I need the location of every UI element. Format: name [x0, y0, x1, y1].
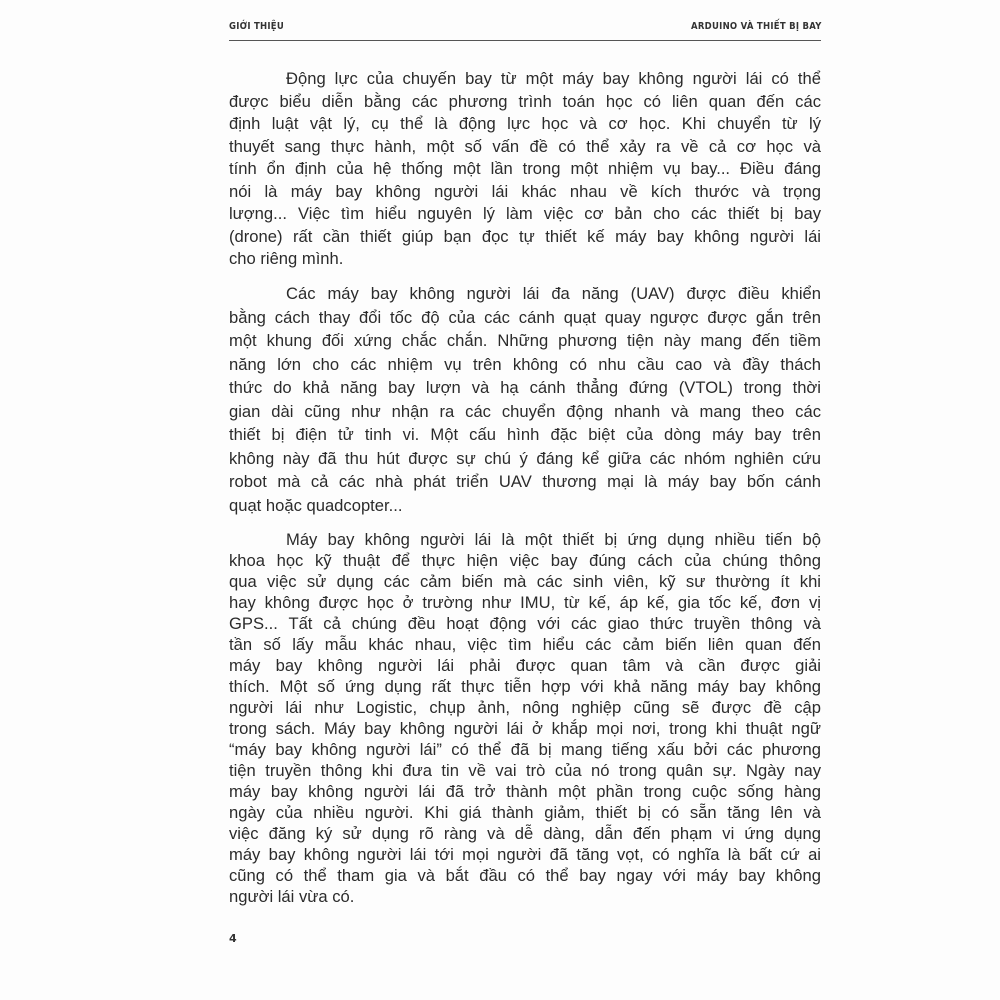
text-line: thức do khả năng bay lượn và hạ cánh thẳng đứng (VTOL) trong thời [229, 378, 821, 397]
text-line: người lái như Logistic, chụp ảnh, nông nghiệp cũng sẽ được đề cập [229, 698, 821, 717]
text-line: thích. Một số ứng dụng rất thực tiễn hợp với khả năng máy bay không [229, 677, 821, 696]
header-divider [229, 40, 821, 41]
text-line: tính ổn định của hệ thống một lần trong một nhiệm vụ bay... Điều đáng [229, 159, 821, 178]
text-line: cũng có thể tham gia và bắt đầu có thể bay ngay với máy bay không [229, 866, 821, 885]
paragraph-3 [229, 529, 821, 907]
text-line: bằng cách thay đổi tốc độ của các cánh quạt quay ngược được gắn trên [229, 307, 821, 327]
text-line: định luật vật lý, cụ thể là động lực học và cơ học. Khi chuyển từ lý [229, 114, 821, 133]
text-line: gian dài cũng như nhận ra các chuyển động nhanh và mang theo các [229, 401, 821, 421]
text-line: nói là máy bay không người lái khác nhau về kích thước và trọng [229, 181, 821, 201]
running-header-book-title: ARDUINO VÀ THIẾT BỊ BAY [691, 21, 822, 32]
text-line: máy bay không người lái đã trở thành một phần trong cuộc sống hàng [229, 782, 821, 801]
text-line: qua việc sử dụng các cảm biến mà các sinh viên, kỹ sư thường ít khi [229, 572, 821, 591]
text-line: “máy bay không người lái” có thể đã bị mang tiếng xấu bởi các phương [229, 740, 821, 759]
text-line: ngày của nhiều người. Khi giá thành giảm, thiết bị có sẵn tăng lên và [229, 803, 821, 822]
paragraph-1 [229, 68, 821, 271]
text-line: GPS... Tất cả chúng đều hoạt động với các giao thức truyền thông và [229, 614, 821, 633]
text-line: Máy bay không người lái là một thiết bị ứng dụng nhiều tiến bộ [286, 530, 821, 549]
text-line: không này đã thu hút được sự chú ý đáng kể giữa các nhóm nghiên cứu [229, 448, 821, 468]
text-line: hay không được học ở trường như IMU, từ kế, áp kế, gia tốc kế, đơn vị [229, 593, 821, 612]
text-line: người lái vừa có. [229, 887, 355, 906]
text-line: việc đăng ký sử dụng rõ ràng và dễ dàng, dẫn đến phạm vi ứng dụng [229, 824, 821, 843]
text-line: được biểu diễn bằng các phương trình toán học có liên quan đến các [229, 91, 821, 111]
text-line: quạt hoặc quadcopter... [229, 495, 403, 515]
running-header-chapter: GIỚI THIỆU [229, 21, 285, 32]
text-line: máy bay không người lái tới mọi người đã tăng vọt, có nghĩa là bất cứ ai [229, 845, 821, 864]
text-line: khoa học kỹ thuật để thực hiện việc bay đúng cách của chúng thông [229, 551, 821, 570]
text-line: lượng... Việc tìm hiểu nguyên lý làm việc cơ bản cho các thiết bị bay [229, 204, 821, 223]
text-line: tần số lấy mẫu khác nhau, việc tìm hiểu các cảm biến liên quan đến [229, 635, 821, 654]
text-line: robot mà cả các nhà phát triển UAV thương mại là máy bay bốn cánh [229, 472, 821, 491]
text-line: Các máy bay không người lái đa năng (UAV) được điều khiển [286, 284, 821, 303]
text-line: (drone) rất cần thiết giúp bạn đọc tự thiết kế máy bay không người lái [229, 226, 821, 246]
text-line: tiện truyền thông khi đưa tin về vai trò của nó trong quân sự. Ngày nay [229, 761, 821, 780]
text-line: Động lực của chuyến bay từ một máy bay không người lái có thể [286, 69, 821, 88]
text-line: thuyết sang thực hành, một số vấn đề có thể xảy ra về cả cơ học và [229, 136, 821, 156]
text-line: thiết bị điện tử tinh vi. Một cấu hình đặc biệt của dòng máy bay trên [229, 425, 821, 444]
text-line: máy bay không người lái phải được quan tâm và cần được giải [229, 656, 821, 675]
text-line: trong sách. Máy bay không người lái ở khắp mọi nơi, trong khi thuật ngữ [229, 719, 821, 738]
text-line: năng lớn cho các nhiệm vụ trên không có nhu cầu cao và đầy thách [229, 354, 821, 374]
paragraph-2 [229, 282, 821, 517]
page-number: 4 [229, 932, 237, 945]
text-line: một khung đối xứng chắc chắn. Những phương tiện này mang đến tiềm [229, 331, 821, 350]
text-line: cho riêng mình. [229, 249, 344, 268]
